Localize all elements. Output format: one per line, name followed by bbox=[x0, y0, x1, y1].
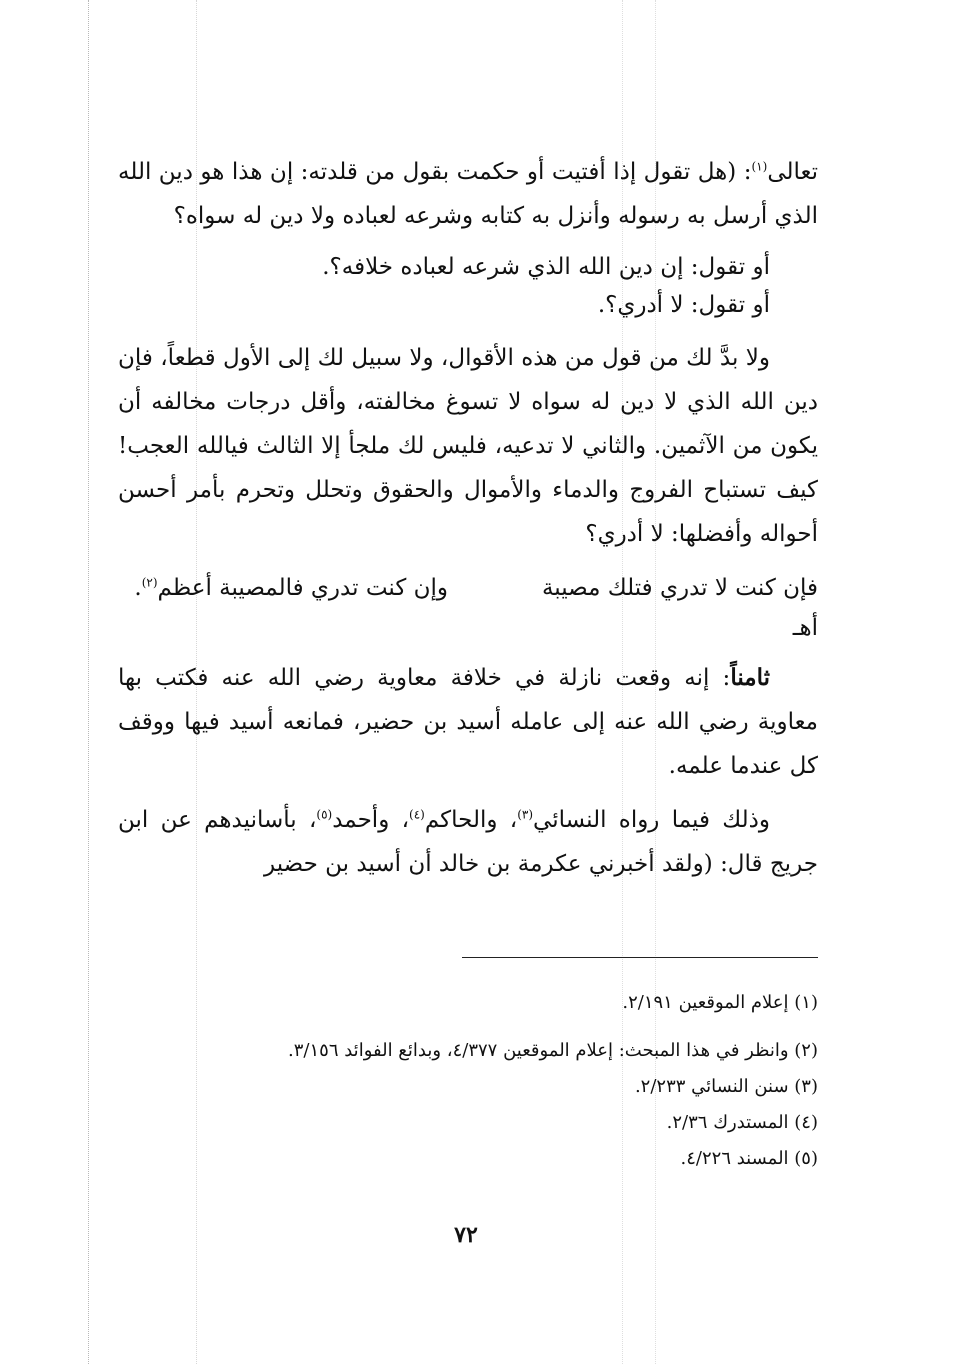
footnote-3: (٣) سنن النسائي ٢/٢٣٣. bbox=[634, 1076, 818, 1097]
footnote-ref-5: (٥) bbox=[316, 807, 333, 822]
paragraph-4-part-d: ، بأسانيدهم عن ابن جريج قال: (ولقد أخبرني عكرمة بن خالد أن أسيد بن حضير bbox=[118, 807, 818, 877]
footnote-ref-4: (٤) bbox=[409, 807, 425, 822]
paragraph-1 bbox=[118, 150, 818, 238]
paragraph-3 bbox=[118, 656, 818, 788]
verse-second-hemistich bbox=[134, 566, 448, 610]
page-body bbox=[118, 150, 818, 896]
scan-guide-line bbox=[88, 0, 89, 1364]
footnote-4: (٤) المستدرك ٢/٣٦. bbox=[666, 1112, 818, 1133]
footnote-ref-1: (١) bbox=[751, 159, 768, 174]
paragraph-3-lead: ثامناً bbox=[730, 664, 770, 691]
footnote-ref-2: (٢) bbox=[141, 575, 158, 590]
footnote-ref-3: (٣) bbox=[517, 807, 534, 822]
verse-line bbox=[118, 566, 818, 610]
page-number: ٧٢ bbox=[454, 1222, 478, 1248]
quote-line-2: أو تقول: لا أدري؟. bbox=[597, 292, 770, 318]
paragraph-1-lead: تعالى bbox=[767, 159, 818, 185]
paragraph-4-part-a: وذلك فيما رواه النسائي bbox=[533, 807, 770, 833]
footnote-separator bbox=[462, 957, 818, 958]
footnotes bbox=[118, 985, 818, 1177]
quote-lines bbox=[118, 248, 818, 324]
quote-end-mark: أهـ bbox=[792, 615, 818, 641]
verse-second-hemistich-text: وإن كنت تدري فالمصيبة أعظم bbox=[157, 575, 448, 601]
footnote-1: (١) إعلام الموقعين ٢/١٩١. bbox=[622, 992, 818, 1013]
paragraph-3-text: : إنه وقعت نازلة في خلافة معاوية رضي الله عنه فكتب بها معاوية رضي الله عنه إلى عامله أسيد بن حضير، فمانعه أسيد فيها ووقف كل عندما علمه. bbox=[118, 665, 818, 779]
quote-line-1: أو تقول: إن دين الله الذي شرعه لعباده خلافه؟. bbox=[322, 254, 770, 280]
paragraph-1-text: : (هل تقول إذا أفتيت أو حكمت بقول من قلدته: إن هذا هو دين الله الذي أرسل به رسوله وأنزل به كتابه وشرعه لعباده ولا دين له سواه؟ bbox=[118, 159, 818, 229]
verse-end-dot: . bbox=[134, 575, 142, 601]
footnote-5: (٥) المسند ٤/٢٢٦. bbox=[680, 1148, 818, 1169]
footnote-2: (٢) وانظر في هذا المبحث: إعلام الموقعين ٤/٣٧٧، وبدائع الفوائد ٣/١٥٦. bbox=[288, 1040, 818, 1061]
paragraph-2: ولا بدَّ لك من قول من هذه الأقوال، ولا سبيل لك إلى الأول قطعاً، فإن دين الله الذي لا دين له سواه لا تسوغ مخالفته، وأقل درجات مخالفه أن يكون من الآثمين. والثاني لا تدعيه، فليس لك ملجأ إلا الثالث فيالله العجب! كيف تستباح الفروج والدماء والأموال والحقوق وتحلل وتحرم بأمر أحسن أحواله وأفضلها: لا أدري؟ bbox=[118, 345, 818, 547]
verse-first-hemistich: فإن كنت لا تدري فتلك مصيبة bbox=[541, 575, 818, 601]
paragraph-4-part-c: ، وأحمد bbox=[332, 807, 410, 833]
paragraph-4-part-b: ، والحاكم bbox=[424, 807, 518, 833]
paragraph-4 bbox=[118, 798, 818, 886]
